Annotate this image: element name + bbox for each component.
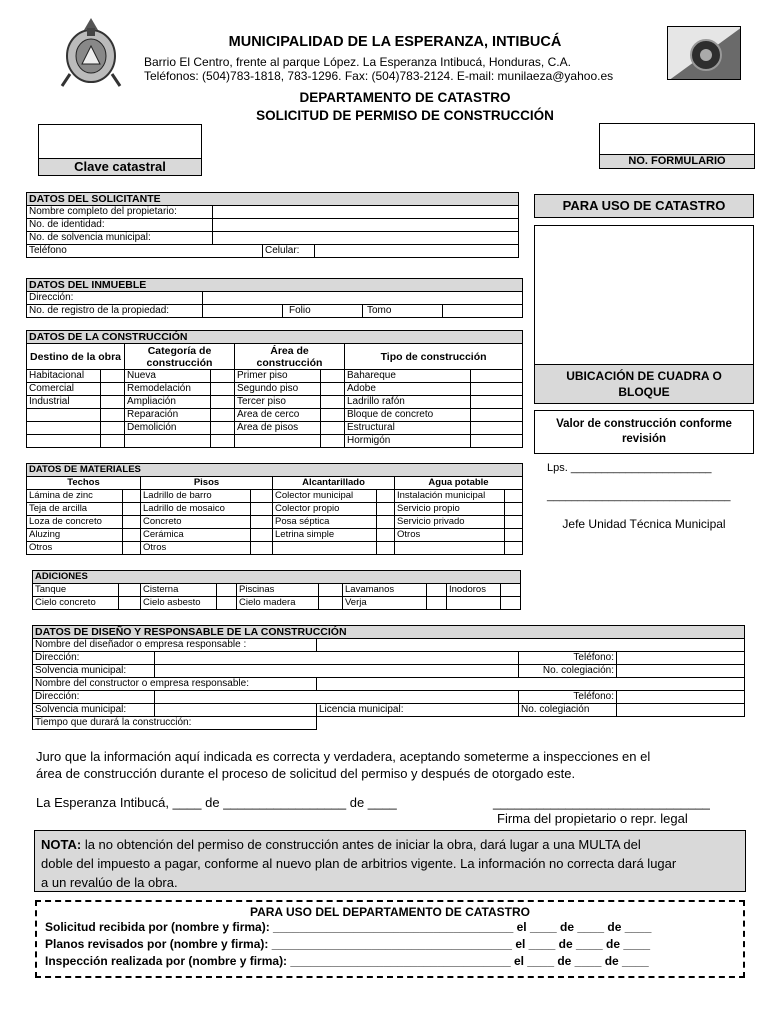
checkbox[interactable]	[505, 516, 523, 529]
option-label: Piscinas	[237, 584, 319, 597]
identidad-input[interactable]	[213, 219, 519, 232]
solicitante-table	[26, 192, 519, 258]
option-label: Teja de arcilla	[27, 503, 123, 516]
option-label	[235, 435, 321, 448]
nota-text: la no obtención del permiso de construcción antes de iniciar la obra, dará lugar a una MULTA del	[81, 837, 641, 852]
option-label: Primer piso	[235, 370, 321, 383]
checkbox[interactable]	[211, 396, 235, 409]
colegiacion-input[interactable]	[617, 665, 745, 678]
registro-input[interactable]	[203, 305, 283, 318]
option-label: Nueva	[125, 370, 211, 383]
tomo-input[interactable]	[443, 305, 523, 318]
option-label: Colector propio	[273, 503, 377, 516]
option-label: Aluzing	[27, 529, 123, 542]
received-by-line[interactable]: Solicitud recibida por (nombre y firma): ____________________________________ el ____ de ____ de ____	[45, 920, 652, 934]
direccion-input[interactable]	[155, 652, 519, 665]
option-label: Instalación municipal	[395, 490, 505, 503]
option-label: Industrial	[27, 396, 101, 409]
solvencia-input[interactable]	[213, 232, 519, 245]
checkbox[interactable]	[251, 503, 273, 516]
column-header: Tipo de construcción	[345, 344, 523, 370]
direccion2-input[interactable]	[155, 691, 519, 704]
checkbox[interactable]	[505, 490, 523, 503]
checkbox[interactable]	[505, 529, 523, 542]
checkbox[interactable]	[119, 597, 141, 610]
telefono2-input[interactable]	[617, 691, 745, 704]
section-title: DATOS DE LA CONSTRUCCIÓN	[27, 331, 523, 344]
checkbox[interactable]	[321, 370, 345, 383]
option-label	[27, 435, 101, 448]
field-label: No. de solvencia municipal:	[27, 232, 213, 245]
date-line[interactable]: La Esperanza Intibucá, ____ de _________________ de ____	[36, 795, 397, 810]
option-label: Posa séptica	[273, 516, 377, 529]
checkbox[interactable]	[321, 422, 345, 435]
checkbox[interactable]	[211, 435, 235, 448]
section-title: DATOS DE DISEÑO Y RESPONSABLE DE LA CONSTRUCCIÓN	[33, 626, 745, 639]
checkbox[interactable]	[101, 409, 125, 422]
checkbox[interactable]	[251, 529, 273, 542]
field-label: Solvencia municipal:	[33, 665, 155, 678]
checkbox[interactable]	[119, 584, 141, 597]
column-header: Área de construcción	[235, 344, 345, 370]
checkbox[interactable]	[123, 542, 141, 555]
disenador-input[interactable]	[317, 639, 745, 652]
no-formulario-label: NO. FORMULARIO	[599, 154, 755, 169]
signature-line: ______________________________	[493, 795, 710, 810]
option-label: Inodoros	[447, 584, 501, 597]
valor-construccion-label: Valor de construcción conforme revisión	[556, 418, 732, 445]
option-label: Otros	[395, 529, 505, 542]
column-header: Pisos	[141, 477, 273, 490]
checkbox[interactable]	[471, 370, 523, 383]
municipal-seal-logo	[58, 16, 124, 88]
checkbox[interactable]	[101, 435, 125, 448]
field-label: Dirección:	[33, 691, 155, 704]
column-header: Agua potable	[395, 477, 523, 490]
option-label: Concreto	[141, 516, 251, 529]
solvencia-input[interactable]	[155, 665, 519, 678]
option-label: Cielo concreto	[33, 597, 119, 610]
checkbox[interactable]	[427, 584, 447, 597]
field-label: Licencia municipal:	[317, 704, 519, 717]
signature-line: ______________________________	[547, 490, 731, 502]
checkbox[interactable]	[321, 383, 345, 396]
address-line: Barrio El Centro, frente al parque López. La Esperanza Intibucá, Honduras, C.A.	[144, 55, 571, 69]
diseno-table	[32, 625, 745, 730]
department-title: DEPARTAMENTO DE CATASTRO	[299, 90, 511, 105]
checkbox[interactable]	[377, 503, 395, 516]
option-label	[447, 597, 501, 610]
option-label: Ladrillo de mosaico	[141, 503, 251, 516]
option-label: Lavamanos	[343, 584, 427, 597]
nota-text: a un revalúo de la obra.	[41, 875, 178, 890]
option-label: Ampliación	[125, 396, 211, 409]
checkbox[interactable]	[505, 503, 523, 516]
option-label: Reparación	[125, 409, 211, 422]
field-label: No. de identidad:	[27, 219, 213, 232]
option-label: Área de pisos	[235, 422, 321, 435]
form-title: SOLICITUD DE PERMISO DE CONSTRUCCIÓN	[256, 108, 554, 123]
nota-text: doble del impuesto a pagar, conforme al nuevo plan de arbitrios vigente. La información no correcta dará lugar	[41, 856, 677, 871]
checkbox[interactable]	[471, 435, 523, 448]
column-header: Categoría de construcción	[125, 344, 235, 370]
inmueble-table	[26, 278, 523, 318]
checkbox[interactable]	[471, 409, 523, 422]
municipality-photo-logo	[667, 26, 741, 80]
direccion-input[interactable]	[203, 292, 523, 305]
option-label: Bloque de concreto	[345, 409, 471, 422]
clave-catastral-field[interactable]	[38, 124, 202, 159]
field-label: Dirección:	[33, 652, 155, 665]
checkbox[interactable]	[211, 370, 235, 383]
field-label: Nombre del diseñador o empresa responsable :	[33, 639, 317, 652]
contact-line: Teléfonos: (504)783-1818, 783-1296. Fax: (504)783-2124. E-mail: munilaeza@yahoo.es	[144, 69, 614, 83]
option-label: Cielo asbesto	[141, 597, 217, 610]
checkbox[interactable]	[471, 383, 523, 396]
ubicacion-cuadra-label: UBICACIÓN DE CUADRA O BLOQUE	[534, 364, 754, 404]
option-label: Estructural	[345, 422, 471, 435]
checkbox[interactable]	[101, 383, 125, 396]
section-title: DATOS DEL INMUEBLE	[27, 279, 523, 292]
declaration-line-1: Juro que la información aquí indicada es correcta y verdadera, aceptando someterme a inspecciones en el	[36, 749, 651, 764]
column-header: Destino de la obra	[27, 344, 125, 370]
option-label: Servicio privado	[395, 516, 505, 529]
option-label: Habitacional	[27, 370, 101, 383]
nota-box	[34, 830, 746, 892]
checkbox[interactable]	[217, 597, 237, 610]
section-title: DATOS DEL SOLICITANTE	[27, 193, 519, 206]
option-label: Cerámica	[141, 529, 251, 542]
colegiacion2-input[interactable]	[617, 704, 745, 717]
checkbox[interactable]	[319, 584, 343, 597]
signature-label: Firma del propietario o repr. legal	[497, 811, 688, 826]
field-label: No. colegiación:	[519, 665, 617, 678]
dept-box-title: PARA USO DEL DEPARTAMENTO DE CATASTRO	[249, 905, 530, 919]
jefe-label: Jefe Unidad Técnica Municipal	[562, 517, 726, 531]
checkbox[interactable]	[377, 542, 395, 555]
option-label: Colector municipal	[273, 490, 377, 503]
lps-field[interactable]: Lps. _______________________	[547, 462, 712, 474]
checkbox[interactable]	[251, 542, 273, 555]
option-label: Remodelación	[125, 383, 211, 396]
option-label: Adobe	[345, 383, 471, 396]
option-label: Cielo madera	[237, 597, 319, 610]
option-label	[27, 422, 101, 435]
field-label: Nombre del constructor o empresa responsable:	[33, 678, 317, 691]
option-label: Letrina simple	[273, 529, 377, 542]
nota-label: NOTA:	[41, 837, 82, 852]
checkbox[interactable]	[211, 422, 235, 435]
catastro-map-area[interactable]	[534, 225, 754, 365]
checkbox[interactable]	[321, 409, 345, 422]
celular-input[interactable]	[315, 245, 519, 258]
option-label: Bahareque	[345, 370, 471, 383]
option-label: Otros	[27, 542, 123, 555]
inspected-by-line[interactable]: Inspección realizada por (nombre y firma): _________________________________ el ____ de ____ de ____	[45, 954, 649, 968]
checkbox[interactable]	[101, 422, 125, 435]
checkbox[interactable]	[321, 435, 345, 448]
field-label: Nombre completo del propietario:	[27, 206, 213, 219]
checkbox[interactable]	[217, 584, 237, 597]
no-formulario-field[interactable]	[599, 123, 755, 155]
checkbox[interactable]	[101, 396, 125, 409]
checkbox[interactable]	[319, 597, 343, 610]
option-label: Cisterna	[141, 584, 217, 597]
reviewed-by-line[interactable]: Planos revisados por (nombre y firma): ____________________________________ el ____ de ____ de ____	[45, 937, 651, 951]
option-label: Verja	[343, 597, 427, 610]
checkbox[interactable]	[471, 422, 523, 435]
clave-catastral-label: Clave catastral	[38, 158, 202, 176]
option-label: Tercer piso	[235, 396, 321, 409]
option-label: Segundo piso	[235, 383, 321, 396]
option-label: Ladrillo rafón	[345, 396, 471, 409]
option-label	[273, 542, 377, 555]
checkbox[interactable]	[321, 396, 345, 409]
option-label: Loza de concreto	[27, 516, 123, 529]
checkbox[interactable]	[251, 490, 273, 503]
checkbox[interactable]	[471, 396, 523, 409]
checkbox[interactable]	[427, 597, 447, 610]
checkbox[interactable]	[377, 516, 395, 529]
field-label: Dirección:	[27, 292, 203, 305]
construccion-table	[26, 330, 523, 448]
option-label: Otros	[141, 542, 251, 555]
option-label: Tanque	[33, 584, 119, 597]
telefono-input[interactable]	[213, 245, 263, 258]
checkbox[interactable]	[377, 490, 395, 503]
field-label: No. de registro de la propiedad:	[27, 305, 203, 318]
checkbox[interactable]	[251, 516, 273, 529]
field-label: Folio	[283, 305, 363, 318]
municipality-title: MUNICIPALIDAD DE LA ESPERANZA, INTIBUCÁ	[228, 34, 562, 50]
field-label: Tiempo que durará la construcción:	[33, 717, 317, 730]
option-label: Comercial	[27, 383, 101, 396]
checkbox[interactable]	[101, 370, 125, 383]
option-label: Área de cerco	[235, 409, 321, 422]
option-label	[395, 542, 505, 555]
tiempo-input[interactable]	[317, 717, 745, 730]
option-label: Demolición	[125, 422, 211, 435]
checkbox[interactable]	[123, 516, 141, 529]
nombre-input[interactable]	[213, 206, 519, 219]
checkbox[interactable]	[123, 529, 141, 542]
checkbox[interactable]	[211, 383, 235, 396]
solvencia2-input[interactable]	[155, 704, 317, 717]
option-label: Lámina de zinc	[27, 490, 123, 503]
option-label: Hormigón	[345, 435, 471, 448]
checkbox[interactable]	[123, 503, 141, 516]
telefono-input[interactable]	[617, 652, 745, 665]
option-label: Servicio propio	[395, 503, 505, 516]
field-label: Teléfono:	[519, 652, 617, 665]
option-label	[125, 435, 211, 448]
field-label: Teléfono:	[519, 691, 617, 704]
section-title: ADICIONES	[33, 571, 521, 584]
checkbox[interactable]	[211, 409, 235, 422]
field-label: Solvencia municipal:	[33, 704, 155, 717]
field-label: Celular:	[263, 245, 315, 258]
materiales-table	[26, 463, 523, 555]
constructor-input[interactable]	[317, 678, 745, 691]
option-label	[27, 409, 101, 422]
checkbox[interactable]	[501, 597, 521, 610]
adiciones-table	[32, 570, 521, 610]
column-header: Alcantarillado	[273, 477, 395, 490]
section-title: DATOS DE MATERIALES	[27, 464, 523, 477]
catastro-use-header: PARA USO DE CATASTRO	[534, 194, 754, 218]
option-label: Ladrillo de barro	[141, 490, 251, 503]
checkbox[interactable]	[505, 542, 523, 555]
checkbox[interactable]	[377, 529, 395, 542]
checkbox[interactable]	[501, 584, 521, 597]
declaration-line-2: área de construcción durante el proceso de solicitud del permiso y después de otorgado este.	[36, 766, 576, 781]
column-header: Techos	[27, 477, 141, 490]
field-label: Teléfono	[27, 245, 213, 258]
field-label: Tomo	[363, 305, 443, 318]
field-label: No. colegiación	[519, 704, 617, 717]
checkbox[interactable]	[123, 490, 141, 503]
